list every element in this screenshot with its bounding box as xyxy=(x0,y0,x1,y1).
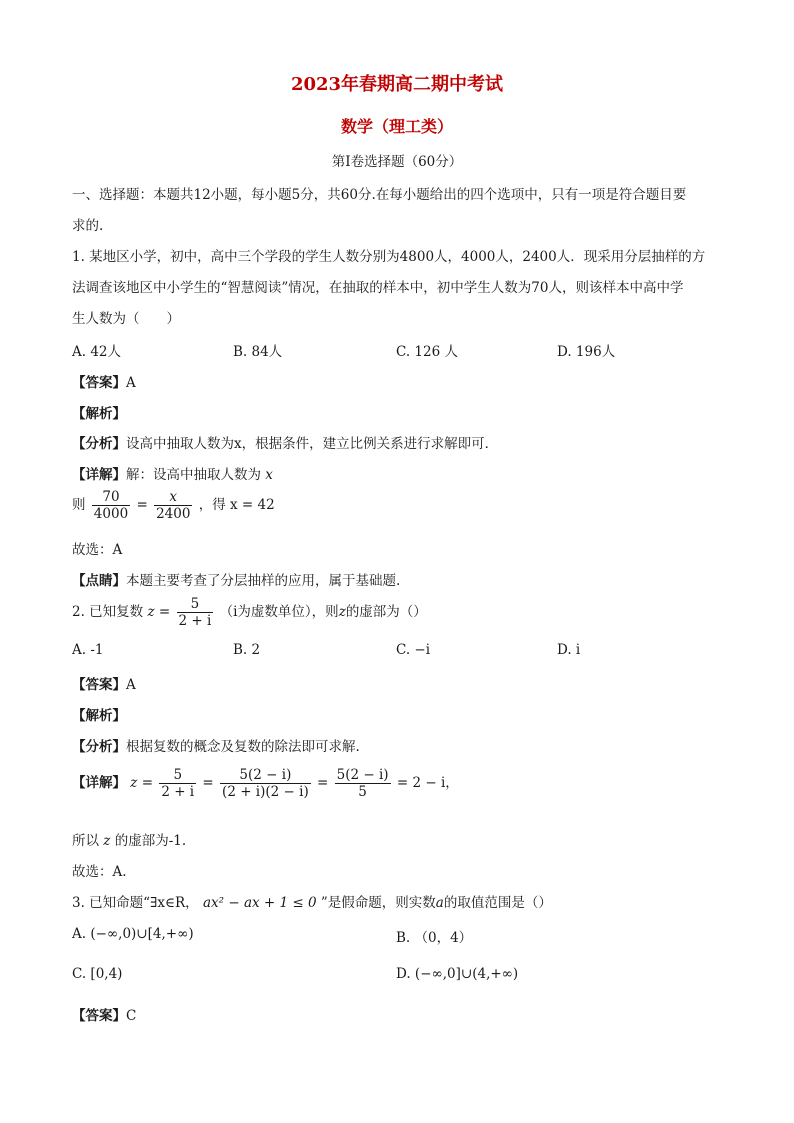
q2-frac-num: 5 xyxy=(177,596,214,613)
q1-fraction-1 xyxy=(92,489,130,522)
q2-detail-frac-3 xyxy=(335,767,391,800)
q2-stem-prefix: 2. 已知复数 xyxy=(72,604,144,620)
q1-answer-value: A xyxy=(126,375,136,391)
q3-stem-end: 的取值范围是（） xyxy=(443,895,552,911)
q2-conclusion xyxy=(72,829,186,849)
q2-d-f2-num: 5(2 − i) xyxy=(220,767,311,784)
q2-option-b: B. 2 xyxy=(233,642,261,658)
q3-stem-suffix: ”是假命题，则实数 xyxy=(320,895,436,911)
q1-choose: 故选：A xyxy=(72,542,123,558)
q2-fenxi xyxy=(72,735,360,755)
q1-comment-text: 本题主要考查了分层抽样的应用，属于基础题. xyxy=(126,573,401,589)
q2-conclusion-z: z xyxy=(103,833,111,849)
q1-stem-line-1: 1. 某地区小学，初中，高中三个学段的学生人数分别为4800人，4000人，2400人．现采用分层抽样的方 xyxy=(72,249,706,265)
q2-answer-value: A xyxy=(126,677,136,693)
q1-answer xyxy=(72,371,136,391)
q2-stem-end: 的虚部为（） xyxy=(345,604,427,620)
q2-stem: 2. 已知复数 z = $\frac{5}{2 + i}$ （i为虚数单位），则z的虚部为（） xyxy=(72,596,427,629)
q3-option-b: B. （0，4） xyxy=(396,930,473,946)
q2-conclusion-suffix: 的虚部为-1. xyxy=(114,833,187,849)
q1-stem-line-3: 生人数为（ ） xyxy=(72,311,180,327)
analysis-label: 【解析】 xyxy=(72,406,126,422)
q2-answer xyxy=(72,673,136,693)
q3-stem-math-1: ∃x∈R， xyxy=(150,895,199,911)
q1-option-c: C. 126 人 xyxy=(396,344,458,360)
q3-option-a: A. (−∞,0)∪[4,+∞) xyxy=(72,926,194,942)
q2-z: z xyxy=(147,604,155,620)
section-heading: 第I卷选择题（60分） xyxy=(331,154,463,170)
q1-fraction-2 xyxy=(154,489,192,522)
q1-fenxi-text: 设高中抽取人数为x，根据条件，建立比例关系进行求解即可． xyxy=(126,436,499,452)
q1-option-b: B. 84人 xyxy=(233,344,283,360)
q2-detail-frac-1 xyxy=(159,767,196,800)
q2-option-a: A. -1 xyxy=(72,642,104,658)
q2-detail: 【详解】 z = $\frac{5}{2 + i}$ = $\frac{5(2 - i)}{(2 + i)(2 - i)}$ = $\frac{5(2 - i)}{5}$ = 2 − i， xyxy=(72,767,459,800)
q2-conclusion-prefix: 所以 xyxy=(72,833,99,849)
q1-frac1-num: 70 xyxy=(92,489,130,506)
q1-frac2-den: 2400 xyxy=(156,506,191,522)
detail-label: 【详解】 xyxy=(72,775,126,791)
q2-d-f3-den: 5 xyxy=(358,784,367,800)
fenxi-label: 【分析】 xyxy=(72,739,126,755)
q1-option-d: D. 196人 xyxy=(557,344,616,360)
q2-choose: 故选：A. xyxy=(72,864,127,880)
fenxi-label: 【分析】 xyxy=(72,436,126,452)
q2-fraction xyxy=(177,596,214,629)
q3-option-c: C. [0,4) xyxy=(72,966,123,982)
q1-equation xyxy=(72,489,275,522)
answer-label: 【答案】 xyxy=(72,375,126,391)
intro-line-2: 求的. xyxy=(72,218,104,234)
page-title: 2023年春期高二期中考试 xyxy=(290,74,504,95)
q2-detail-result: = 2 − i， xyxy=(396,775,459,791)
q1-frac1-den: 4000 xyxy=(93,506,129,522)
q3-stem-math-2: ax² − ax + 1 ≤ 0 xyxy=(202,895,317,911)
q2-d-f2-den: (2 + i)(2 − i) xyxy=(222,784,309,800)
q2-d-f1-num: 5 xyxy=(159,767,196,784)
intro-line-1: 一、选择题：本题共12小题，每小题5分，共60分.在每小题给出的四个选项中，只有一项是符合题目要 xyxy=(72,187,687,203)
q3-answer xyxy=(72,1004,136,1024)
q1-stem-line-2: 法调查该地区中小学生的“智慧阅读”情况，在抽取的样本中，初中学生人数为70人，则该样本中高中学 xyxy=(72,280,684,296)
detail-label: 【详解】 xyxy=(72,467,126,483)
q2-option-c: C. −i xyxy=(396,642,431,658)
q2-detail-z: z xyxy=(130,775,138,791)
q3-option-d: D. (−∞,0]∪(4,+∞) xyxy=(396,966,519,982)
q3-stem-var: a xyxy=(435,895,444,911)
q1-comment xyxy=(72,569,400,589)
q1-eq-result: ，得 x = 42 xyxy=(198,497,275,513)
equals-sign: = xyxy=(136,497,148,513)
q1-analysis-label xyxy=(72,402,126,422)
analysis-label: 【解析】 xyxy=(72,708,126,724)
q2-z-2: z xyxy=(338,604,346,620)
q2-stem-suffix: （i为虚数单位），则 xyxy=(219,604,339,620)
q1-detail xyxy=(72,463,273,483)
q2-d-f1-den: 2 + i xyxy=(161,784,195,800)
q1-frac2-num: x xyxy=(154,489,192,506)
q1-option-a: A. 42人 xyxy=(72,344,122,360)
q2-fenxi-text: 根据复数的概念及复数的除法即可求解. xyxy=(126,739,360,755)
q1-fenxi xyxy=(72,432,498,452)
answer-label: 【答案】 xyxy=(72,1008,126,1024)
q2-option-d: D. i xyxy=(557,642,581,658)
q3-stem xyxy=(72,891,552,911)
q2-analysis-label xyxy=(72,704,126,724)
answer-label: 【答案】 xyxy=(72,677,126,693)
q2-frac-den: 2 + i xyxy=(178,613,212,629)
comment-label: 【点睛】 xyxy=(72,573,126,589)
q1-eq-prefix: 则 xyxy=(72,497,86,513)
q2-d-f3-num: 5(2 − i) xyxy=(336,767,389,783)
page-subtitle: 数学（理工类） xyxy=(340,117,453,136)
q2-detail-frac-2 xyxy=(220,767,311,800)
q1-detail-var: x xyxy=(265,467,273,483)
q3-answer-value: C xyxy=(126,1008,137,1024)
q3-stem-prefix: 3. 已知命题“ xyxy=(72,895,151,911)
q1-detail-text: 解：设高中抽取人数为 xyxy=(126,467,261,483)
